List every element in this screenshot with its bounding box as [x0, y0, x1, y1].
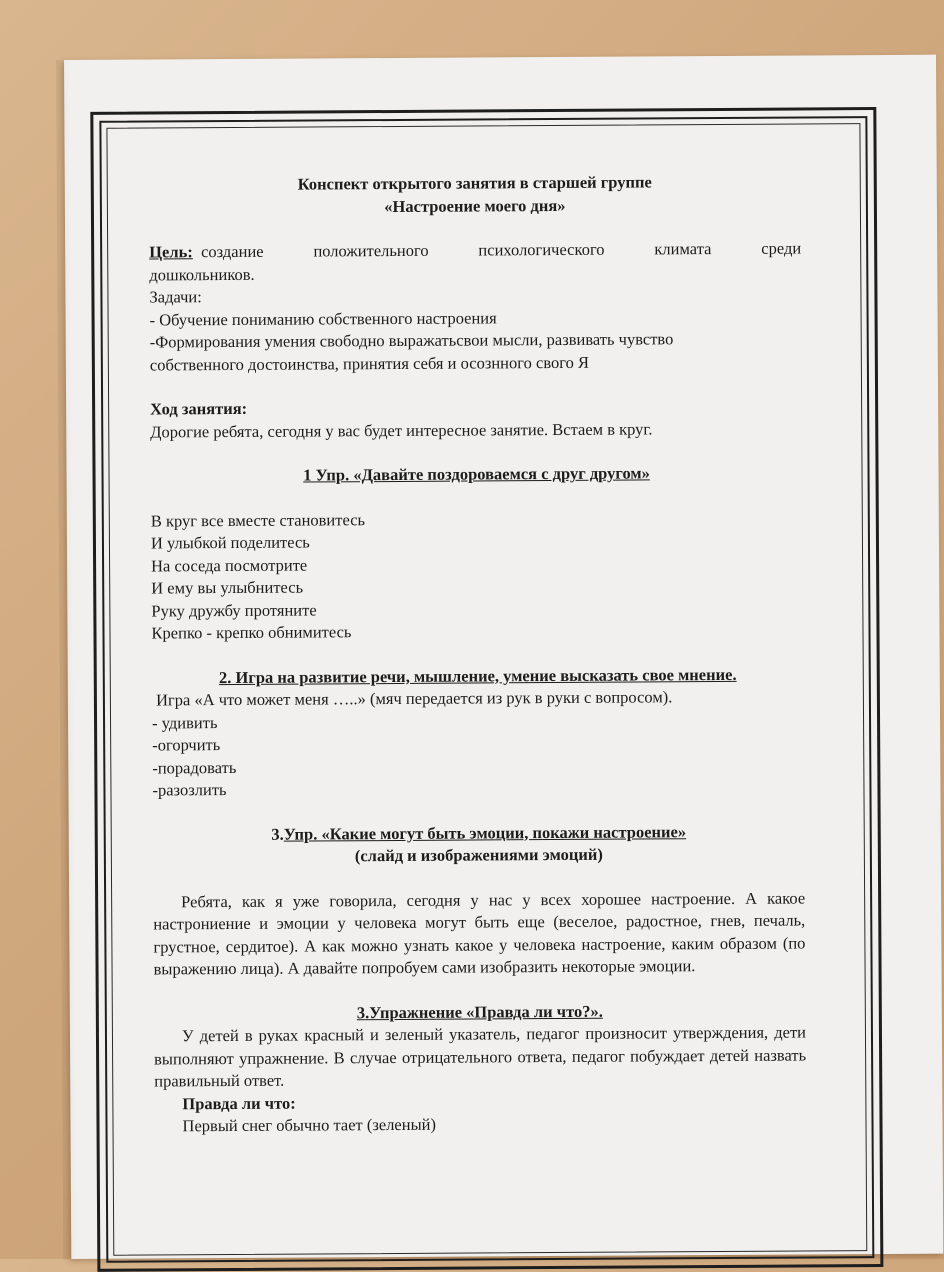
- goal-word-3: психологического: [478, 239, 605, 260]
- document-body: [149, 171, 807, 1138]
- goal-word-4: климата: [654, 239, 712, 259]
- goal-continuation: дошкольников.: [149, 264, 255, 284]
- goal-word-5: среди: [761, 238, 802, 258]
- verse-line: Руку дружбу протяните: [151, 599, 317, 620]
- task-item: собственного достоинства, принятия себя и осознного свого Я: [149, 352, 590, 374]
- exercise-2-intro: Игра «А что может меня …..» (мяч передается из рук в руки с вопросом).: [151, 687, 673, 710]
- exercise-1-heading: 1 Упр. «Давайте поздороваемся с друг другом»: [303, 463, 650, 485]
- goal-word-1: создание: [201, 241, 264, 262]
- exercise-3-text: Ребята, как я уже говорила, сегодня у нас у всех хорошее настроение. А какое настрониение и эмоции у человека могут быть еще (веселое, радостное, гнев, печаль, грустное, сердитое). А как можно узнать какое у человека настроение, каким образом (по выражению лица). А давайте попробуем сами изобразить некоторые эмоции.: [153, 887, 806, 979]
- exercise-3-heading-sub: (слайд и изображениями эмоций): [354, 844, 603, 866]
- exercise-4-text: У детей в руках красный и зеленый указатель, педагог произносит утверждения, дети выполняют упражнение. В случае отрицательного ответа, педагог побуждает детей назвать правильный ответ.: [154, 1022, 807, 1091]
- goal-word-2: положительного: [313, 240, 429, 261]
- exercise-2-item: - удивить: [151, 712, 218, 732]
- exercise-3-heading-main: Упр. «Какие могут быть эмоции, покажи настроение»: [283, 821, 687, 844]
- exercise-4-heading: 3.Упражнение «Правда ли что?».: [356, 1001, 603, 1022]
- goal-label: Цель:: [149, 242, 193, 262]
- verse-line: На соседа посмотрите: [151, 555, 308, 575]
- verse-line: В круг все вместе становитесь: [150, 509, 366, 530]
- exercise-2-item: -порадовать: [152, 757, 237, 777]
- course-label: Ход занятия:: [150, 398, 248, 419]
- exercise-2-heading: 2. Игра на развитие речи, мышление, умение высказать свое мнение.: [218, 664, 737, 687]
- exercise-2-item: -разозлить: [152, 780, 227, 800]
- tasks-label: Задачи:: [149, 287, 202, 307]
- paper-sheet: [64, 55, 943, 1259]
- course-intro: Дорогие ребята, сегодня у вас будет интересное занятие. Встаем в круг.: [150, 418, 653, 441]
- question-example: Первый снег обычно тает (зеленый): [182, 1114, 437, 1136]
- title-line-1: Конспект открытого занятия в старшей группе: [297, 172, 652, 194]
- task-item: - Обучение пониманию собственного настроения: [149, 307, 497, 329]
- document-title: [149, 171, 801, 220]
- exercise-1-verse: [151, 506, 804, 645]
- exercise-2-item: -огорчить: [152, 735, 221, 755]
- question-label: Правда ли что:: [182, 1093, 296, 1113]
- exercise-3-heading-prefix: 3.: [271, 824, 284, 844]
- goal-section: [149, 238, 802, 377]
- verse-line: Крепко - крепко обнимитесь: [151, 622, 352, 643]
- verse-line: И улыбкой поделитесь: [150, 532, 310, 553]
- exercise-3-heading: [153, 820, 805, 869]
- task-item: -Формирования умения свободно выражатьсвои мысли, развивать чувство: [149, 329, 674, 352]
- verse-line: И ему вы улыбнитесь: [151, 577, 304, 598]
- title-line-2: «Настроение моего дня»: [384, 195, 566, 216]
